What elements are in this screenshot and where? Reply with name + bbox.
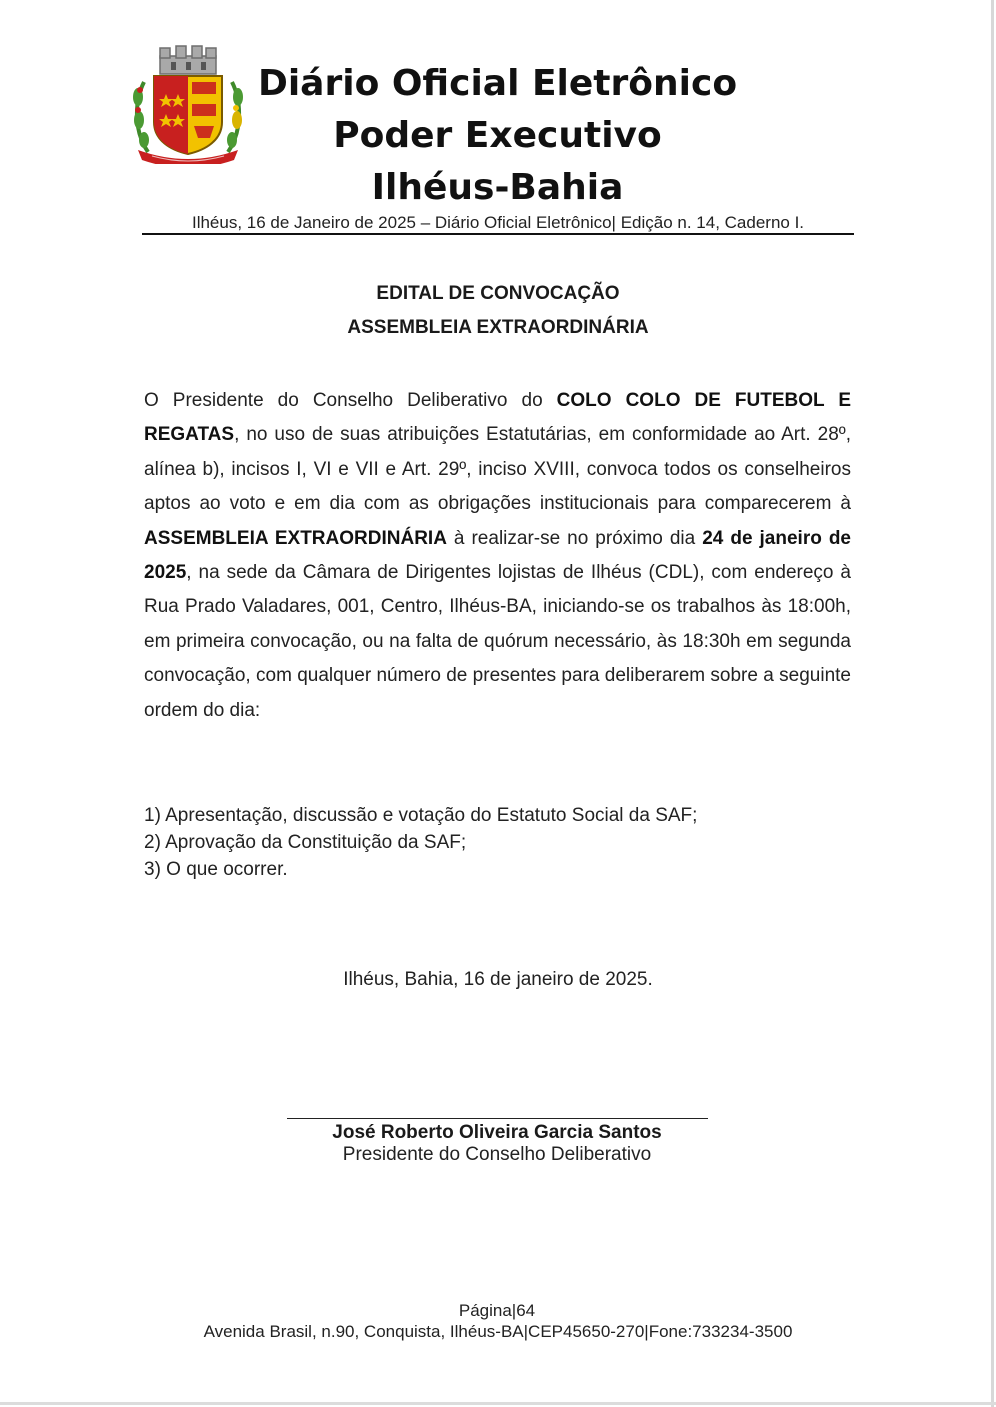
paragraph-text-3: à realizar-se no próximo dia [446,527,703,549]
page-number: Página|64 [458,1301,536,1320]
agenda-item: 2) Aprovação da Constituição da SAF; [144,832,467,853]
document-subtitle: ASSEMBLEIA EXTRAORDINÁRIA [347,317,649,338]
mural-crown-icon [160,46,216,74]
gazette-title-line2: Poder Executivo [333,115,662,156]
footer-address: Avenida Brasil, n.90, Conquista, Ilhéus-BA|CEP45650-270|Fone:733234-3500 [203,1322,793,1341]
signatory-name: José Roberto Oliveira Garcia Santos [332,1122,662,1143]
paragraph-text-2: , no uso de suas atribuições Estatutárias, em conformidade ao Art. 28º, alínea b), incisos I, VI e VII e Art. 29º, inciso XVIII, convoca todos os conselheiros aptos ao voto e em dia com as obrigações institucionais para comparecerem à [144,424,851,515]
gazette-title-line3: Ilhéus-Bahia [371,167,624,208]
gazette-title [245,58,750,214]
foliage-left-icon [133,82,149,152]
paragraph-text-4: , na sede da Câmara de Dirigentes lojistas de Ilhéus (CDL), com endereço à Rua Prado Valadares, 001, Centro, Ilhéus-BA, iniciando-se os trabalhos às 18:00h, em primeira convocação, ou na falta de quórum necessário, às 18:30h em segunda convocação, com qualquer número de presentes para deliberarem sobre a seguinte ordem do dia: [144,562,851,721]
page-bottom-shadow [0,1402,996,1405]
header-divider [142,233,854,235]
assembly-date: 24 de janeiro de 2025 [144,527,851,584]
document-heading [142,277,854,345]
club-name: COLO COLO DE FUTEBOL E REGATAS [144,390,851,446]
paragraph-text-1: O Presidente do Conselho Deliberativo do [144,390,557,411]
convocation-paragraph [144,384,851,728]
signatory-role: Presidente do Conselho Deliberativo [342,1144,652,1165]
document-title: EDITAL DE CONVOCAÇÃO [376,283,620,304]
municipal-coat-of-arms-icon [130,42,246,164]
gazette-title-line1: Diário Oficial Eletrônico [257,63,738,104]
foliage-right-icon [227,82,243,152]
place-and-date: Ilhéus, Bahia, 16 de janeiro de 2025. [343,969,653,990]
signature-line [287,1118,708,1119]
assembly-name: ASSEMBLEIA EXTRAORDINÁRIA [144,527,447,549]
agenda-item: 3) O que ocorrer. [144,859,288,880]
agenda-list [144,802,851,883]
page-edge-shadow [991,0,994,1407]
edition-line: Ilhéus, 16 de Janeiro de 2025 – Diário Oficial Eletrônico| Edição n. 14, Caderno I. [191,213,805,232]
agenda-item: 1) Apresentação, discussão e votação do Estatuto Social da SAF; [144,805,698,826]
shield-icon [154,76,222,154]
